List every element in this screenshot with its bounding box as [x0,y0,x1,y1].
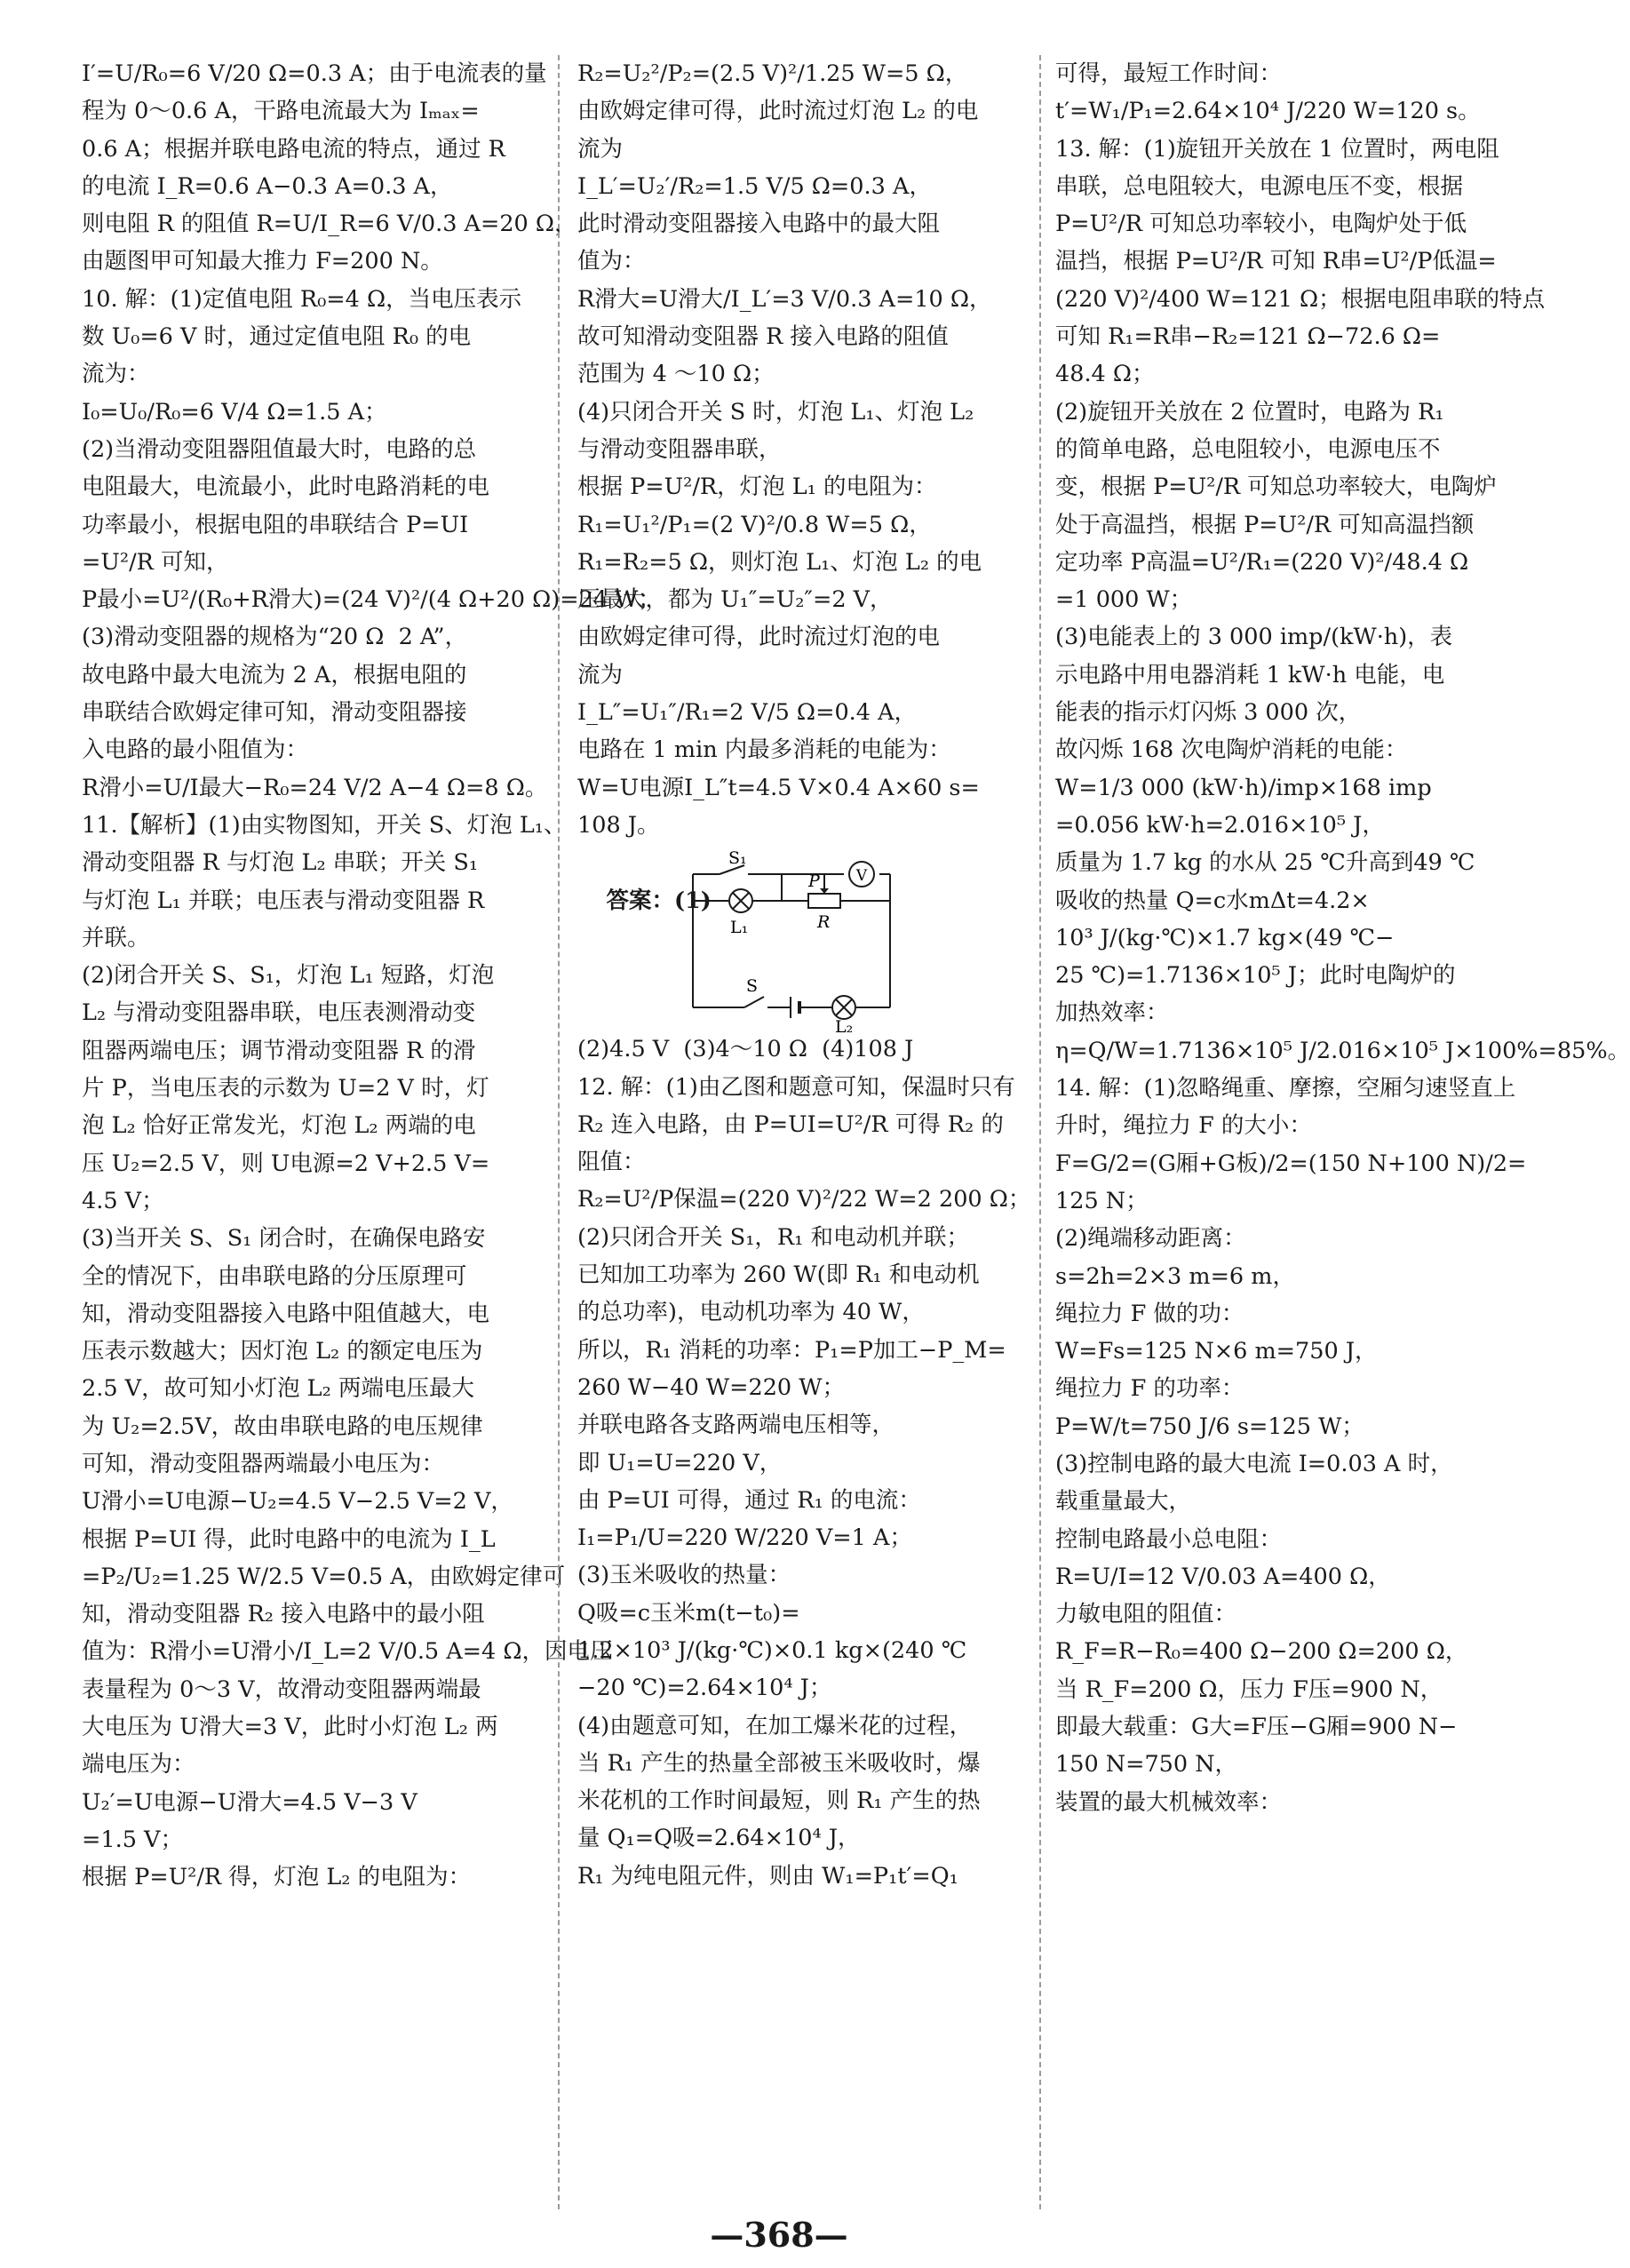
text-line: (4)只闭合开关 S 时，灯泡 L₁、灯泡 L₂ [577,398,974,426]
text-line: 控制电路最小总电阻： [1055,1525,1283,1553]
text-line: 可知，滑动变阻器两端最小电压为： [82,1450,445,1477]
text-line: 260 W−40 W=220 W； [577,1373,845,1401]
text-line: L₂ 与滑动变阻器串联，电压表测滑动变 [82,999,476,1027]
answer-label: 答案：(1) [606,887,712,914]
text-line: 加热效率： [1055,999,1169,1027]
text-line: W=Fs=125 N×6 m=750 J， [1055,1338,1378,1365]
text-line: 示电路中用电器消耗 1 kW·h 电能，电 [1055,661,1445,688]
text-line: 米花机的工作时间最短，则 R₁ 产生的热 [577,1787,981,1815]
voltmeter-label: V [855,867,868,886]
text-line: 值为： [577,248,646,275]
text-line: 流为： [82,361,150,388]
slider-p-label: P [808,871,820,892]
text-line: 为 U₂=2.5V，故由串联电路的电压规律 [82,1413,483,1440]
text-line: 10³ J/(kg·℃)×1.7 kg×(49 ℃− [1055,924,1395,951]
column-divider-2 [1039,55,1041,2209]
text-line: 13. 解：(1)旋钮开关放在 1 位置时，两电阻 [1055,135,1499,163]
text-line: 绳拉力 F 做的功： [1055,1300,1244,1327]
text-line: 48.4 Ω； [1055,361,1155,388]
text-line: (2)绳端移动距离： [1055,1225,1246,1253]
text-line: (4)由题意可知，在加工爆米花的过程， [577,1712,973,1739]
text-line: 值为：R滑小=U滑小/I_L=2 V/0.5 A=4 Ω，因电压 [82,1638,613,1666]
text-line: 数 U₀=6 V 时，通过定值电阻 R₀ 的电 [82,323,472,351]
text-line: R_F=R−R₀=400 Ω−200 Ω=200 Ω， [1055,1638,1468,1666]
text-line: 知，滑动变阻器接入电路中阻值越大，电 [82,1300,490,1327]
switch-s-label: S [746,976,759,997]
text-line: 温挡，根据 P=U²/R 可知 R串=U²/P低温= [1055,248,1497,275]
text-line: 串联，总电阻较大，电源电压不变，根据 [1055,172,1464,200]
text-line: 端电压为： [82,1751,195,1779]
text-line: (2)旋钮开关放在 2 位置时，电路为 R₁ [1055,398,1444,426]
text-line: 125 N； [1055,1187,1149,1214]
text-line: I₁=P₁/U=220 W/220 V=1 A； [577,1524,912,1552]
text-line: 电阻最大，电流最小，此时电路消耗的电 [82,473,490,501]
text-line: (2)只闭合开关 S₁，R₁ 和电动机并联； [577,1223,969,1251]
text-line: 知，滑动变阻器 R₂ 接入电路中的最小阻 [82,1601,485,1628]
text-line: 根据 P=UI 得，此时电路中的电流为 I_L [82,1525,496,1553]
column-3 [1055,55,1630,1821]
text-line: =U²/R 可知， [82,548,229,576]
column-2 [577,55,1029,1895]
text-line: 的电流 I_R=0.6 A−0.3 A=0.3 A， [82,172,453,200]
text-line: 已知加工功率为 260 W(即 R₁ 和电动机 [577,1261,980,1289]
text-line: P=U²/R 可知总功率较小，电陶炉处于低 [1055,211,1467,238]
text-line: F=G/2=(G厢+G板)/2=(150 N+100 N)/2= [1055,1150,1527,1177]
text-line: 12. 解：(1)由乙图和题意可知，保温时只有 [577,1073,1015,1101]
text-line: 故闪烁 168 次电陶炉消耗的电能： [1055,736,1408,764]
text-line: 量 Q₁=Q吸=2.64×10⁴ J， [577,1825,861,1852]
text-line: =P₂/U₂=1.25 W/2.5 V=0.5 A，由欧姆定律可 [82,1563,566,1590]
text-line: 故电路中最大电流为 2 A，根据电阻的 [82,661,467,688]
text-line: 定功率 P高温=U²/R₁=(220 V)²/48.4 Ω [1055,548,1469,576]
text-line: (3)电能表上的 3 000 imp/(kW·h)，表 [1055,624,1453,651]
text-line: R₂ 连入电路，由 P=UI=U²/R 可得 R₂ 的 [577,1110,1004,1138]
text-line: R₁ 为纯电阻元件，则由 W₁=P₁t′=Q₁ [577,1862,958,1890]
text-line: =1.5 V； [82,1826,183,1853]
text-line: 10. 解：(1)定值电阻 R₀=4 Ω，当电压表示 [82,285,522,313]
text-line: 即 U₁=U=220 V， [577,1449,783,1476]
text-line: R₁=U₁²/P₁=(2 V)²/0.8 W=5 Ω， [577,511,932,538]
text-line: R滑大=U滑大/I_L′=3 V/0.3 A=10 Ω， [577,285,992,313]
text-line: 电路在 1 min 内最多消耗的电能为： [577,736,951,764]
rheostat-r-label: R [817,912,831,933]
text-line: 则电阻 R 的阻值 R=U/I_R=6 V/0.3 A=20 Ω， [82,211,577,238]
text-line: R₁=R₂=5 Ω，则灯泡 L₁、灯泡 L₂ 的电 [577,548,982,576]
text-line: W=1/3 000 (kW·h)/imp×168 imp [1055,774,1432,801]
text-line: =0.056 kW·h=2.016×10⁵ J， [1055,811,1385,839]
text-line: I₀=U₀/R₀=6 V/4 Ω=1.5 A； [82,398,387,426]
text-line: 范围为 4 ～10 Ω； [577,361,775,388]
text-line: s=2h=2×3 m=6 m， [1055,1262,1295,1290]
text-line: (3)控制电路的最大电流 I=0.03 A 时， [1055,1450,1453,1477]
text-line: (3)当开关 S、S₁ 闭合时，在确保电路安 [82,1225,486,1253]
text-line: 表量程为 0～3 V，故滑动变阻器两端最 [82,1675,481,1703]
text-line: 升时，绳拉力 F 的大小： [1055,1112,1312,1140]
text-line: I_L′=U₂′/R₂=1.5 V/5 Ω=0.3 A， [577,172,932,200]
text-line: 变，根据 P=U²/R 可知总功率较大，电陶炉 [1055,473,1497,501]
text-line: η=Q/W=1.7136×10⁵ J/2.016×10⁵ J×100%=85%。 [1055,1037,1630,1064]
circuit-diagram [675,848,942,1038]
text-line: 2.5 V，故可知小灯泡 L₂ 两端电压最大 [82,1375,474,1403]
text-line: 当 R₁ 产生的热量全部被玉米吸收时，爆 [577,1749,981,1777]
text-line: P最小=U²/(R₀+R滑大)=(24 V)²/(4 Ω+20 Ω)=24 W； [82,586,661,614]
text-line: 大电压为 U滑大=3 V，此时小灯泡 L₂ 两 [82,1714,498,1741]
text-line: 绳拉力 F 的功率： [1055,1375,1244,1403]
text-line: t′=W₁/P₁=2.64×10⁴ J/220 W=120 s。 [1055,98,1481,125]
text-line: 25 ℃)=1.7136×10⁵ J；此时电陶炉的 [1055,962,1456,990]
text-line: 根据 P=U²/R，灯泡 L₁ 的电阻为： [577,473,937,501]
text-line: 可得，最短工作时间： [1055,60,1283,87]
text-line: 流为 [577,661,624,688]
text-line: 150 N=750 N， [1055,1751,1238,1779]
text-line: 泡 L₂ 恰好正常发光，灯泡 L₂ 两端的电 [82,1112,476,1140]
answer-row [577,844,1029,1038]
text-line: 所以，R₁ 消耗的功率：P₁=P加工−P_M= [577,1336,1006,1364]
lamp-l1-label: L₁ [730,918,749,938]
text-line: 并联电路各支路两端电压相等， [577,1412,895,1439]
text-line: R滑小=U/I最大−R₀=24 V/2 A−4 Ω=8 Ω。 [82,774,548,801]
text-line: I′=U/R₀=6 V/20 Ω=0.3 A；由于电流表的量 [82,60,547,87]
text-line: 0.6 A；根据并联电路电流的特点，通过 R [82,135,505,163]
text-line: 故可知滑动变阻器 R 接入电路的阻值 [577,323,949,351]
text-line: 此时滑动变阻器接入电路中的最大阻 [577,211,941,238]
text-line: (220 V)²/400 W=121 Ω；根据电阻串联的特点 [1055,285,1546,313]
lamp-l2-label: L₂ [835,1017,854,1038]
page-number: —368— [710,2215,848,2255]
column-divider-1 [558,55,560,2209]
text-line: 滑动变阻器 R 与灯泡 L₂ 串联；开关 S₁ [82,849,479,877]
text-line: R₂=U²/P保温=(220 V)²/22 W=2 200 Ω； [577,1186,1031,1214]
text-line: 压 U₂=2.5 V，则 U电源=2 V+2.5 V= [82,1150,490,1177]
text-line: 1.2×10³ J/(kg·℃)×0.1 kg×(240 ℃ [577,1636,967,1664]
text-line: 处于高温挡，根据 P=U²/R 可知高温挡额 [1055,511,1475,538]
text-line: −20 ℃)=2.64×10⁴ J； [577,1675,832,1702]
text-line: 与滑动变阻器串联， [577,435,782,463]
text-line: 全的情况下，由串联电路的分压原理可 [82,1262,467,1290]
text-line: 压最大，都为 U₁″=U₂″=2 V， [577,586,893,614]
text-line: =1 000 W； [1055,586,1193,614]
text-line: 即最大载重：G大=F压−G厢=900 N− [1055,1714,1458,1741]
text-line: I_L″=U₁″/R₁=2 V/5 Ω=0.4 A， [577,699,918,727]
text-line: 串联结合欧姆定律可知，滑动变阻器接 [82,699,467,727]
text-line: 由 P=UI 可得，通过 R₁ 的电流： [577,1486,921,1514]
text-line: 载重量最大， [1055,1488,1192,1516]
text-line: 流为 [577,135,624,163]
text-line: 的简单电路，总电阻较小，电源电压不 [1055,435,1441,463]
text-line: 11.【解析】(1)由实物图知，开关 S、灯泡 L₁、 [82,811,567,839]
column-2-bottom [577,1031,1029,1895]
text-line: 可知 R₁=R串−R₂=121 Ω−72.6 Ω= [1055,323,1441,351]
text-line: P=W/t=750 J/6 s=125 W； [1055,1413,1364,1440]
text-line: 阻器两端电压；调节滑动变阻器 R 的滑 [82,1037,476,1064]
text-line: 由欧姆定律可得，此时流过灯泡 L₂ 的电 [577,98,979,125]
text-line: R=U/I=12 V/0.03 A=400 Ω， [1055,1563,1391,1590]
text-line: (2)闭合开关 S、S₁，灯泡 L₁ 短路，灯泡 [82,962,495,990]
text-line: (2)当滑动变阻器阻值最大时，电路的总 [82,435,477,463]
text-line: 由欧姆定律可得，此时流过灯泡的电 [577,624,941,651]
text-line: 的总功率)，电动机功率为 40 W， [577,1299,925,1326]
column-2-top [577,55,1029,844]
text-line: 根据 P=U²/R 得，灯泡 L₂ 的电阻为： [82,1864,472,1891]
text-line: 入电路的最小阻值为： [82,736,309,764]
switch-s1-label: S₁ [728,848,747,869]
text-line: 由题图甲可知最大推力 F=200 N。 [82,248,443,275]
text-line: W=U电源I_L″t=4.5 V×0.4 A×60 s= [577,774,980,801]
text-line: U滑小=U电源−U₂=4.5 V−2.5 V=2 V， [82,1488,513,1516]
text-line: (2)4.5 V (3)4～10 Ω (4)108 J [577,1036,914,1063]
text-line: 4.5 V； [82,1187,164,1214]
text-line: 功率最小，根据电阻的串联结合 P=UI [82,511,469,538]
text-line: 能表的指示灯闪烁 3 000 次， [1055,699,1362,727]
text-line: 力敏电阻的阻值： [1055,1601,1237,1628]
text-line: (3)玉米吸收的热量： [577,1562,791,1589]
text-line: R₂=U₂²/P₂=(2.5 V)²/1.25 W=5 Ω， [577,60,968,87]
text-line: 与灯泡 L₁ 并联；电压表与滑动变阻器 R [82,887,485,914]
text-line: 108 J。 [577,811,660,839]
text-line: 吸收的热量 Q=c水mΔt=4.2× [1055,887,1370,914]
text-line: 程为 0～0.6 A，干路电流最大为 Iₘₐₓ= [82,98,480,125]
text-line: 装置的最大机械效率： [1055,1788,1283,1816]
text-line: (3)滑动变阻器的规格为“20 Ω 2 A”， [82,624,468,651]
text-line: 14. 解：(1)忽略绳重、摩擦，空厢匀速竖直上 [1055,1075,1516,1102]
text-line: 压表示数越大；因灯泡 L₂ 的额定电压为 [82,1338,483,1365]
text-line: 并联。 [82,924,150,951]
text-line: U₂′=U电源−U滑大=4.5 V−3 V [82,1788,417,1816]
text-line: 质量为 1.7 kg 的水从 25 ℃升高到49 ℃ [1055,849,1475,877]
text-line: 当 R_F=200 Ω，压力 F压=900 N， [1055,1675,1443,1703]
text-line: 片 P，当电压表的示数为 U=2 V 时，灯 [82,1075,489,1102]
text-line: 阻值： [577,1149,646,1176]
text-line: Q吸=c玉米m(t−t₀)= [577,1599,800,1627]
